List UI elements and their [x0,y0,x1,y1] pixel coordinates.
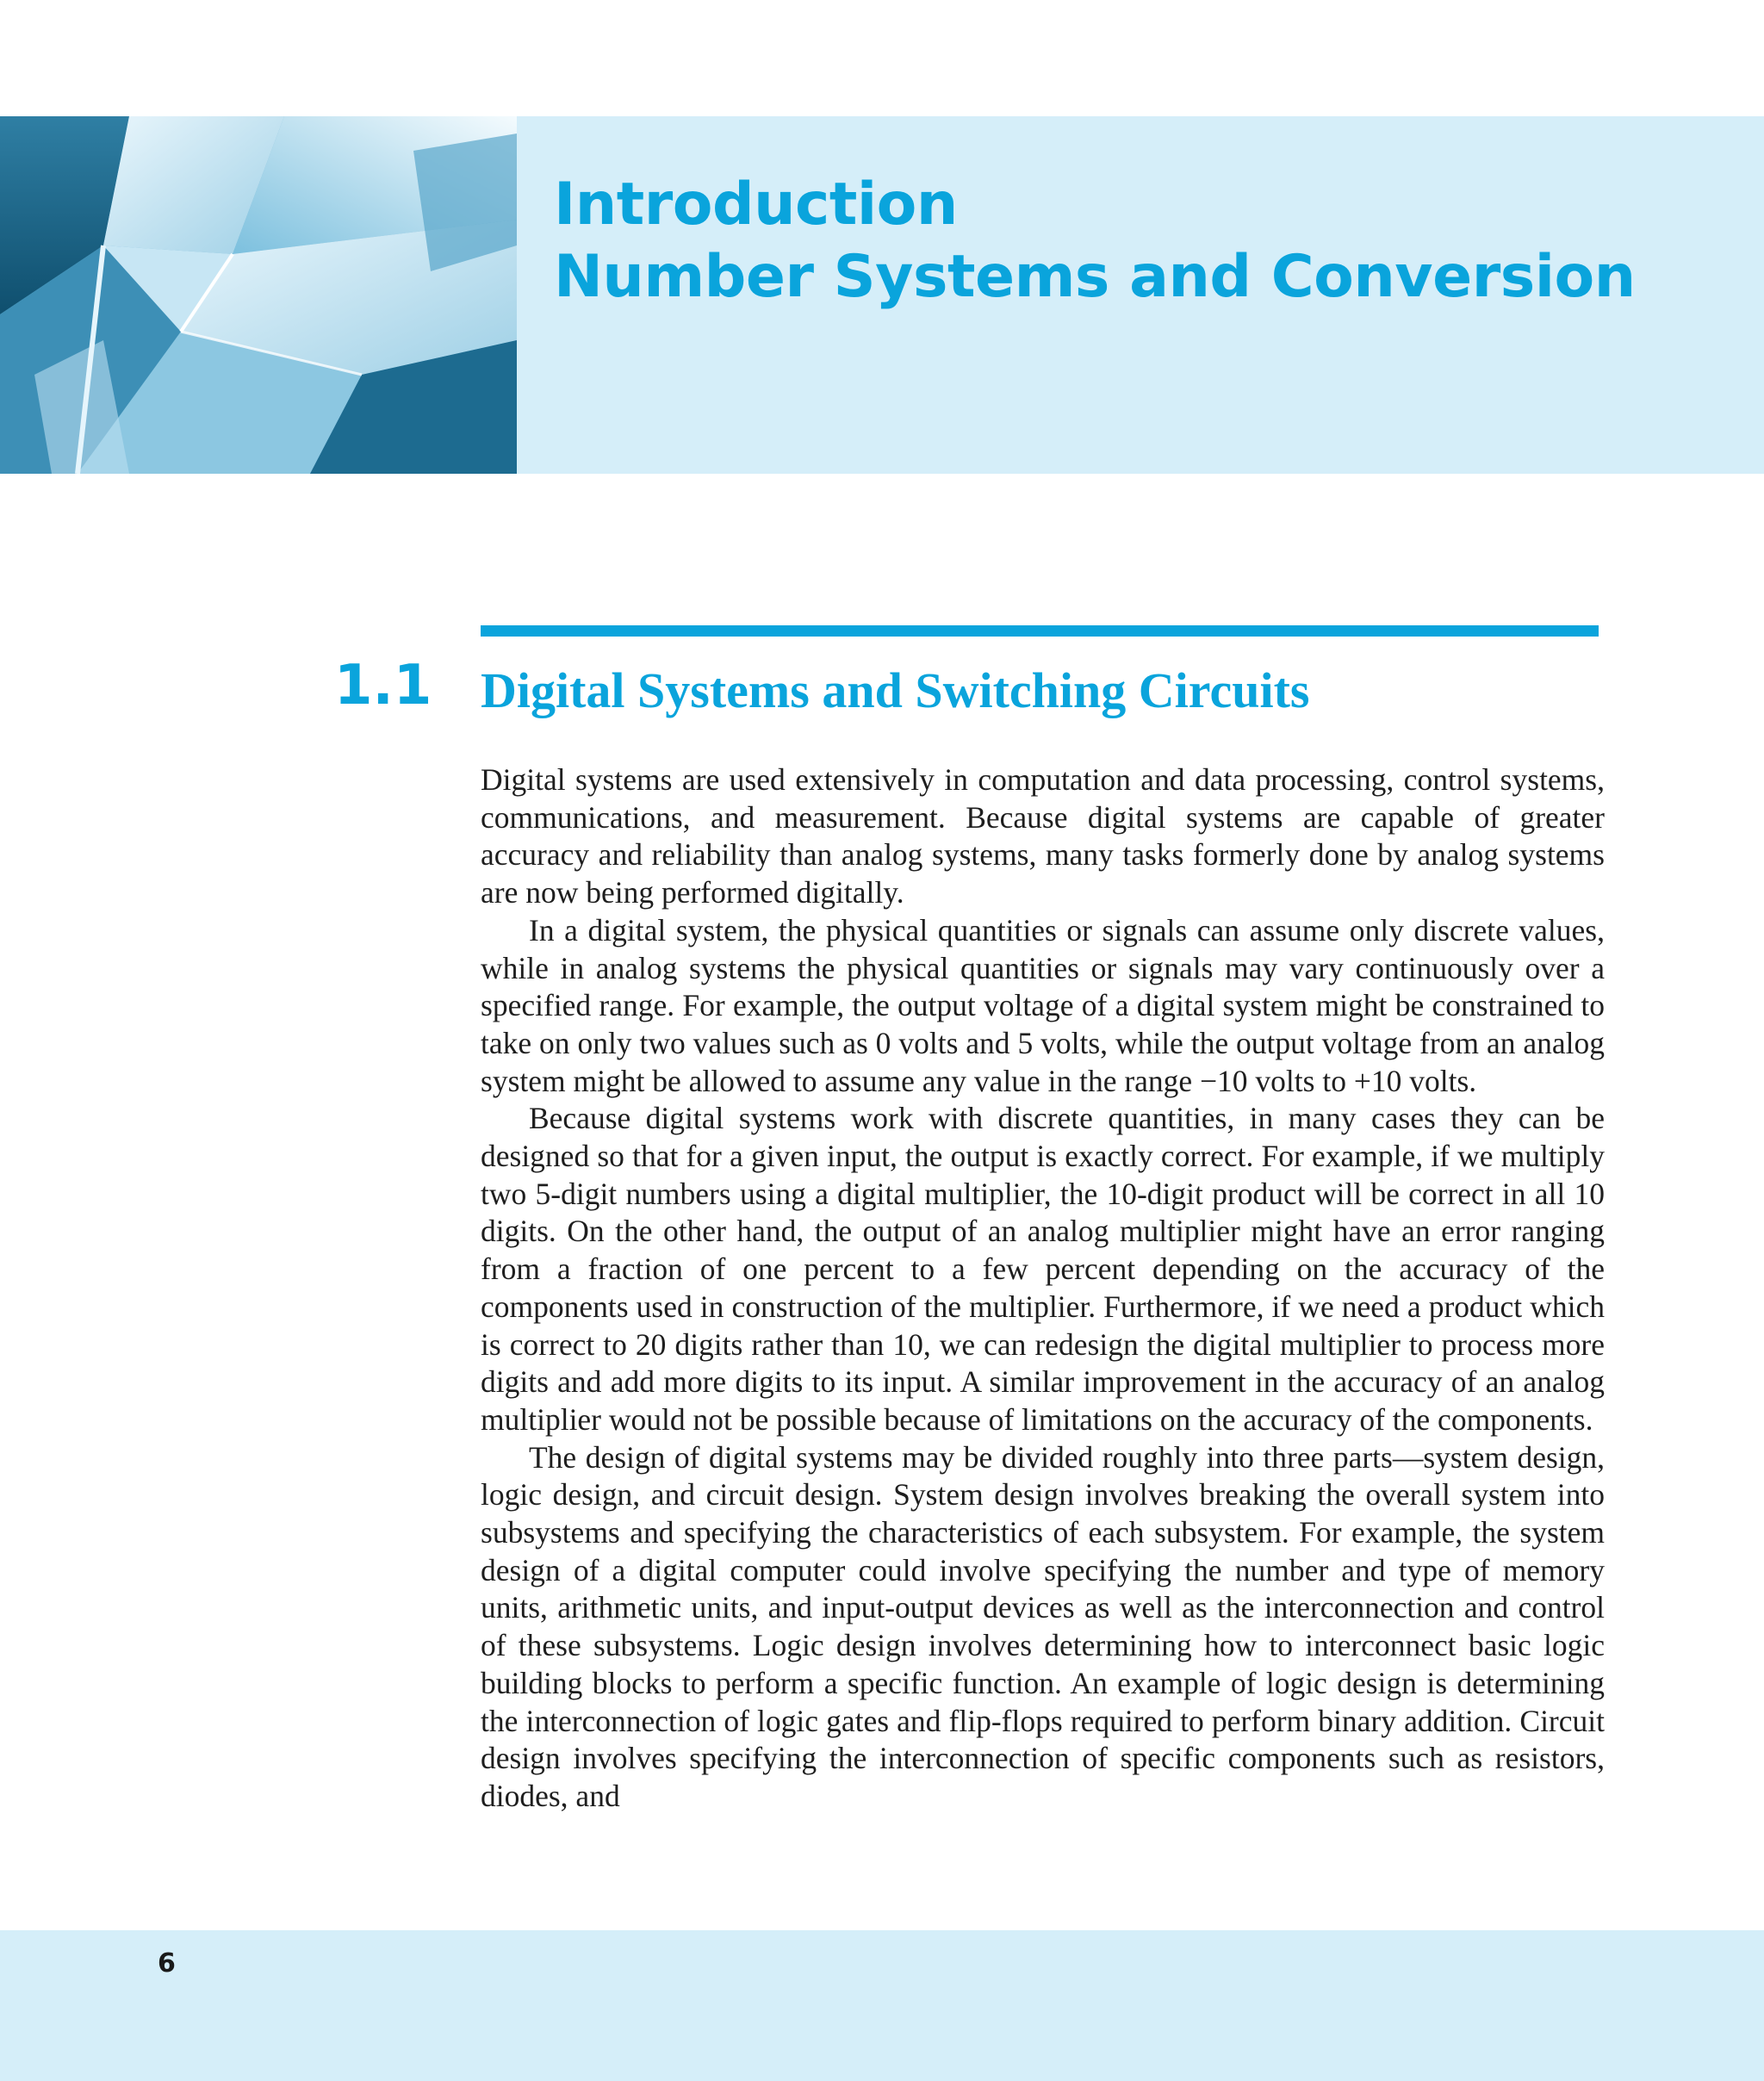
section-number: 1.1 [334,654,432,717]
body-text [481,761,1605,1816]
footer-band [0,1930,1764,2081]
chapter-title-line-1: Introduction [554,171,958,239]
section-title: Digital Systems and Switching Circuits [481,662,1310,718]
paragraph: Because digital systems work with discrete quantities, in many cases they can be designed so that for a given input, the output is exactly correct. For example, if we multiply two 5-digit numbers using a digital multiplier, the 10-digit product will be correct in all 10 digits. On the other hand, the output of an analog multiplier might have an error ranging from a fraction of one percent to a few percent depending on the accuracy of the components used in construction of the multiplier. Furthermore, if we need a product which is correct to 20 digits rather than 10, we can redesign the digital multiplier to process more digits and add more digits to its input. A similar improvement in the accuracy of an analog multiplier would not be possible because of limitations on the accuracy of the components. [481,1101,1605,1437]
section-rule [481,625,1599,637]
paragraph: In a digital system, the physical quantities or signals can assume only discrete values, while in analog systems the physical quantities or signals may vary continuously over a specified range. For example, the output voltage of a digital system might be constrained to take on only two values such as 0 volts and 5 volts, while the output voltage from an analog system might be allowed to assume any value in the range −10 volts to +10 volts. [481,912,1605,1098]
chapter-title-line-2: Number Systems and Conversion [554,243,1636,311]
page-number: 6 [158,1948,176,1979]
paragraph: The design of digital systems may be divided roughly into three parts—system design, logic design, and circuit design. System design involves breaking the overall system into subsystems and specifying the characteristics of each subsystem. For example, the system design of a digital computer could involve specifying the number and type of memory units, arithmetic units, and input-output devices as well as the interconnection and control of these subsystems. Logic design involves determining how to interconnect basic logic building blocks to perform a specific function. An example of logic design is determining the interconnection of logic gates and flip-flops required to perform binary addition. Circuit design involves specifying the interconnection of specific components such as resistors, diodes, and [481,1439,1605,1813]
paragraph: Digital systems are used extensively in computation and data processing, control systems, communications, and measurement. Because digital systems are capable of greater accuracy and reliability than analog systems, many tasks formerly done by analog systems are now being performed digitally. [481,762,1605,910]
chapter-header-image [0,116,517,474]
chapter-title [554,169,1636,314]
